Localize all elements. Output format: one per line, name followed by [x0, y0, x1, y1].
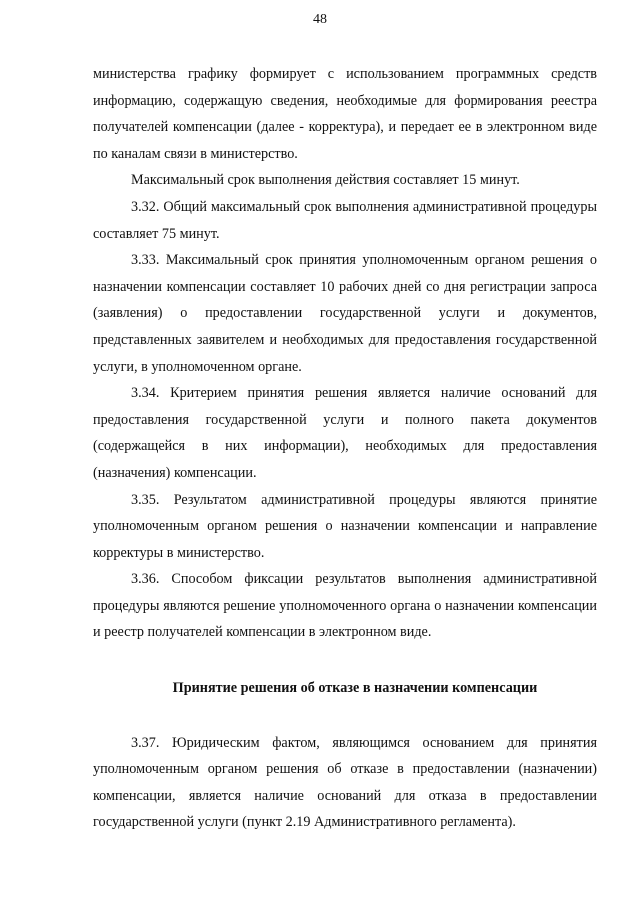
paragraph-continuation: министерства графику формирует с использованием программных средств информацию, содержащую сведения, необходимые для формирования реестра получателей компенсации (далее - корректура), и передает ее в электронном виде по каналам связи в министерство.: [93, 66, 597, 162]
section-heading: Принятие решения об отказе в назначении компенсации: [172, 680, 538, 697]
paragraph-3-34: 3.34. Критерием принятия решения является наличие оснований для предоставления государственной услуги и полного пакета документов (содержащейся в них информации), необходимых для предоставления (назначения) компенсации.: [93, 385, 597, 481]
document-body: [93, 61, 597, 836]
paragraph-3-35: 3.35. Результатом административной процедуры являются принятие уполномоченным органом решения о назначении компенсации и направление корректуры в министерство.: [93, 491, 597, 561]
page-number: 48: [313, 12, 327, 27]
paragraph-3-37: 3.37. Юридическим фактом, являющимся основанием для принятия уполномоченным органом решения об отказе в предоставлении (назначении) компенсации, является наличие оснований для отказа в предоставлении государственной услуги (пункт 2.19 Административного регламента).: [93, 734, 597, 831]
paragraph-3-33: 3.33. Максимальный срок принятия уполномоченным органом решения о назначении компенсации составляет 10 рабочих дней со дня регистрации запроса (заявления) о предоставлении государственной услуги и документов, представленных заявителем и необходимых для предоставления государственной услуги, в уполномоченном органе.: [93, 252, 597, 375]
paragraph-max-time: Максимальный срок выполнения действия составляет 15 минут.: [131, 172, 520, 189]
paragraph-3-32: 3.32. Общий максимальный срок выполнения административной процедуры составляет 75 минут.: [93, 198, 597, 242]
paragraph-3-36: 3.36. Способом фиксации результатов выполнения административной процедуры являются решение уполномоченного органа о назначении компенсации и реестр получателей компенсации в электронном виде.: [93, 571, 597, 641]
